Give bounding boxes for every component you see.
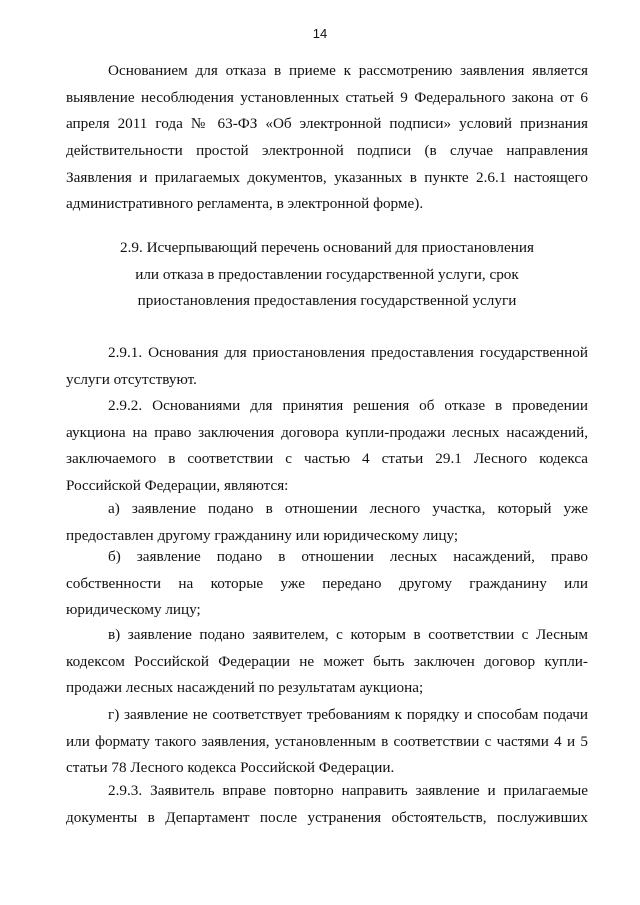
paragraph-2-9-1 [66, 340, 588, 393]
text-line: документы в Департамент после устранения обстоятельств, послуживших [66, 808, 588, 826]
text-line: 2.9.2. Основаниями для принятия решения об отказе в проведении [108, 397, 588, 414]
heading-line: приостановления предоставления государственной услуги [137, 292, 517, 310]
text-line: юридическому лицу; [66, 601, 201, 619]
text-line: административного регламента, в электронной форме). [66, 195, 424, 213]
text-line: услуги отсутствуют. [66, 370, 197, 388]
section-heading-2-9 [66, 235, 588, 315]
list-item-a [66, 496, 588, 549]
text-line: в) заявление подано заявителем, с которым в соответствии с Лесным [108, 626, 588, 643]
paragraph-2-9-2 [66, 393, 588, 500]
text-line: Заявления и прилагаемых документов, указанных в пункте 2.6.1 настоящего [66, 168, 588, 186]
text-line: продажи лесных насаждений по результатам аукциона; [66, 679, 424, 697]
text-line: аукциона на право заключения договора купли-продажи лесных насаждений, [66, 423, 588, 441]
text-line: кодексом Российской Федерации не может быть заключен договор купли- [66, 652, 588, 670]
text-line: собственности на которые уже передано другому гражданину или [66, 574, 588, 592]
text-line: статьи 78 Лесного кодекса Российской Федерации. [66, 759, 395, 777]
text-line: апреля 2011 года № 63-ФЗ «Об электронной подписи» условий признания [66, 115, 588, 133]
text-line: 2.9.1. Основания для приостановления предоставления государственной [108, 344, 588, 361]
text-line: Российской Федерации, являются: [66, 477, 289, 495]
text-line: Основанием для отказа в приеме к рассмотрению заявления является [108, 62, 588, 79]
text-line: заключаемого в соответствии с частью 4 статьи 29.1 Лесного кодекса [66, 450, 588, 468]
heading-line: или отказа в предоставлении государственной услуги, срок [135, 265, 519, 283]
text-line: или формату такого заявления, установленным в соответствии с частями 4 и 5 [66, 732, 588, 750]
text-line: предоставлен другому гражданину или юридическому лицу; [66, 526, 459, 544]
heading-line: 2.9. Исчерпывающий перечень оснований для приостановления [120, 239, 534, 256]
text-line: действительности простой электронной подписи (в случае направления [66, 142, 588, 160]
list-item-g [66, 702, 588, 782]
list-item-v [66, 622, 588, 702]
page-number: 14 [312, 26, 328, 41]
text-line: выявление несоблюдения установленных статьей 9 Федерального закона от 6 [66, 88, 588, 106]
paragraph-2-9-3 [66, 778, 588, 831]
list-item-b [66, 544, 588, 624]
text-line: г) заявление не соответствует требованиям к порядку и способам подачи [108, 706, 588, 723]
text-line: а) заявление подано в отношении лесного участка, который уже [108, 500, 588, 517]
text-line: 2.9.3. Заявитель вправе повторно направить заявление и прилагаемые [108, 782, 588, 799]
text-line: б) заявление подано в отношении лесных насаждений, право [108, 548, 588, 565]
paragraph-refusal-grounds [66, 58, 588, 218]
